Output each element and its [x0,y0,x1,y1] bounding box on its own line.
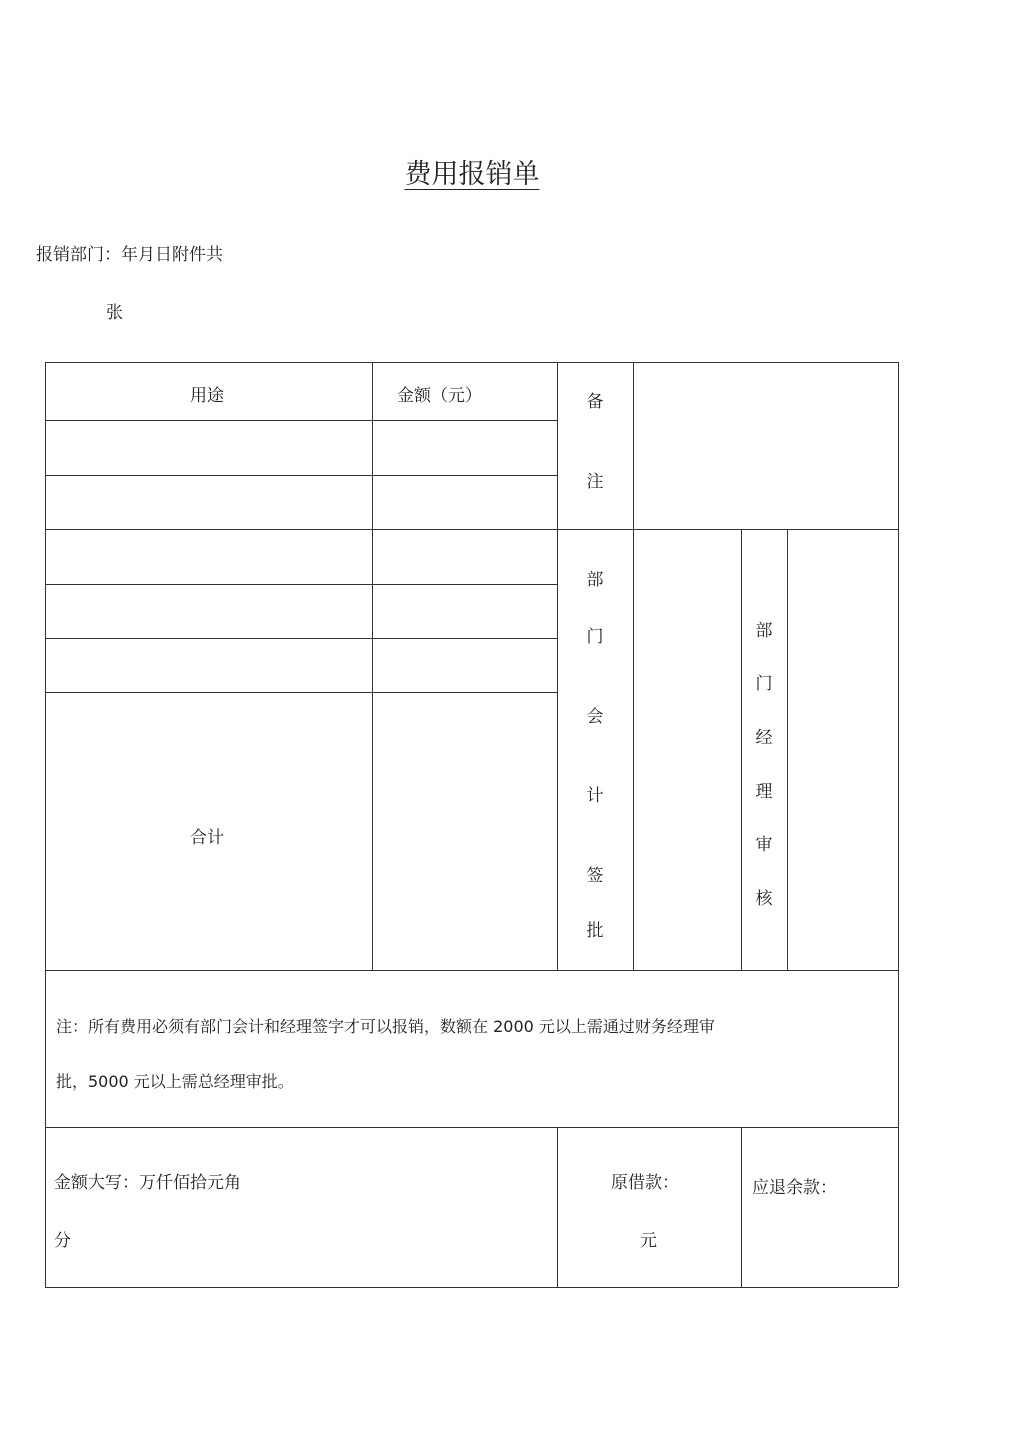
col-line [741,1127,742,1287]
refund-balance-label: 应退余款： [752,1178,837,1198]
original-loan-label: 原借款： [611,1173,679,1193]
purpose-field[interactable] [46,639,372,692]
remarks-label-char: 注 [586,472,604,492]
page-title [0,152,944,191]
accountant-label-char: 门 [586,627,604,647]
amount-field[interactable] [373,639,557,692]
manager-approval-field[interactable] [788,530,898,970]
purpose-field[interactable] [46,421,372,475]
amount-header: 金额（元） [397,386,482,406]
amount-in-words-label: 金额大写：万仟佰拾元角 [54,1173,241,1193]
notice-line-1: 注：所有费用必须有部门会计和经理签字才可以报销，数额在 2000 元以上需通过财务经理审 [56,1017,715,1036]
amount-in-words-unit: 分 [54,1231,71,1251]
manager-label-char: 核 [755,889,773,909]
accountant-label-char: 计 [586,786,604,806]
row-line [45,970,898,971]
accountant-label-char: 签 [586,866,604,886]
manager-label-char: 经 [755,728,773,748]
purpose-field[interactable] [46,476,372,529]
row-line [45,1127,898,1128]
amount-field[interactable] [373,530,557,584]
col-line [741,529,742,970]
accountant-label-char: 会 [586,707,604,727]
accountant-label-char: 批 [586,921,604,941]
amount-field[interactable] [373,585,557,638]
total-amount-field[interactable] [373,693,557,970]
table-border-right [898,362,899,1287]
manager-label-char: 理 [755,782,773,802]
remarks-field[interactable] [634,363,898,529]
accountant-signature-field[interactable] [634,530,741,970]
purpose-header: 用途 [190,386,224,406]
purpose-field[interactable] [46,585,372,638]
original-loan-unit: 元 [640,1231,657,1251]
amount-field[interactable] [373,421,557,475]
col-line [557,362,558,970]
title-text: 费用报销单 [404,159,540,190]
table-border-bottom [45,1287,898,1288]
manager-label-char: 门 [755,674,773,694]
total-label: 合计 [190,828,224,848]
notice-line-2: 批，5000 元以上需总经理审批。 [56,1072,294,1091]
attachment-count-unit: 张 [106,303,123,323]
manager-label-char: 审 [755,835,773,855]
manager-label-char: 部 [755,621,773,641]
col-line [557,1127,558,1287]
amount-field[interactable] [373,476,557,529]
department-date-line: 报销部门：年月日附件共 [36,245,223,265]
purpose-field[interactable] [46,530,372,584]
accountant-label-char: 部 [586,570,604,590]
remarks-label-char: 备 [586,392,604,412]
